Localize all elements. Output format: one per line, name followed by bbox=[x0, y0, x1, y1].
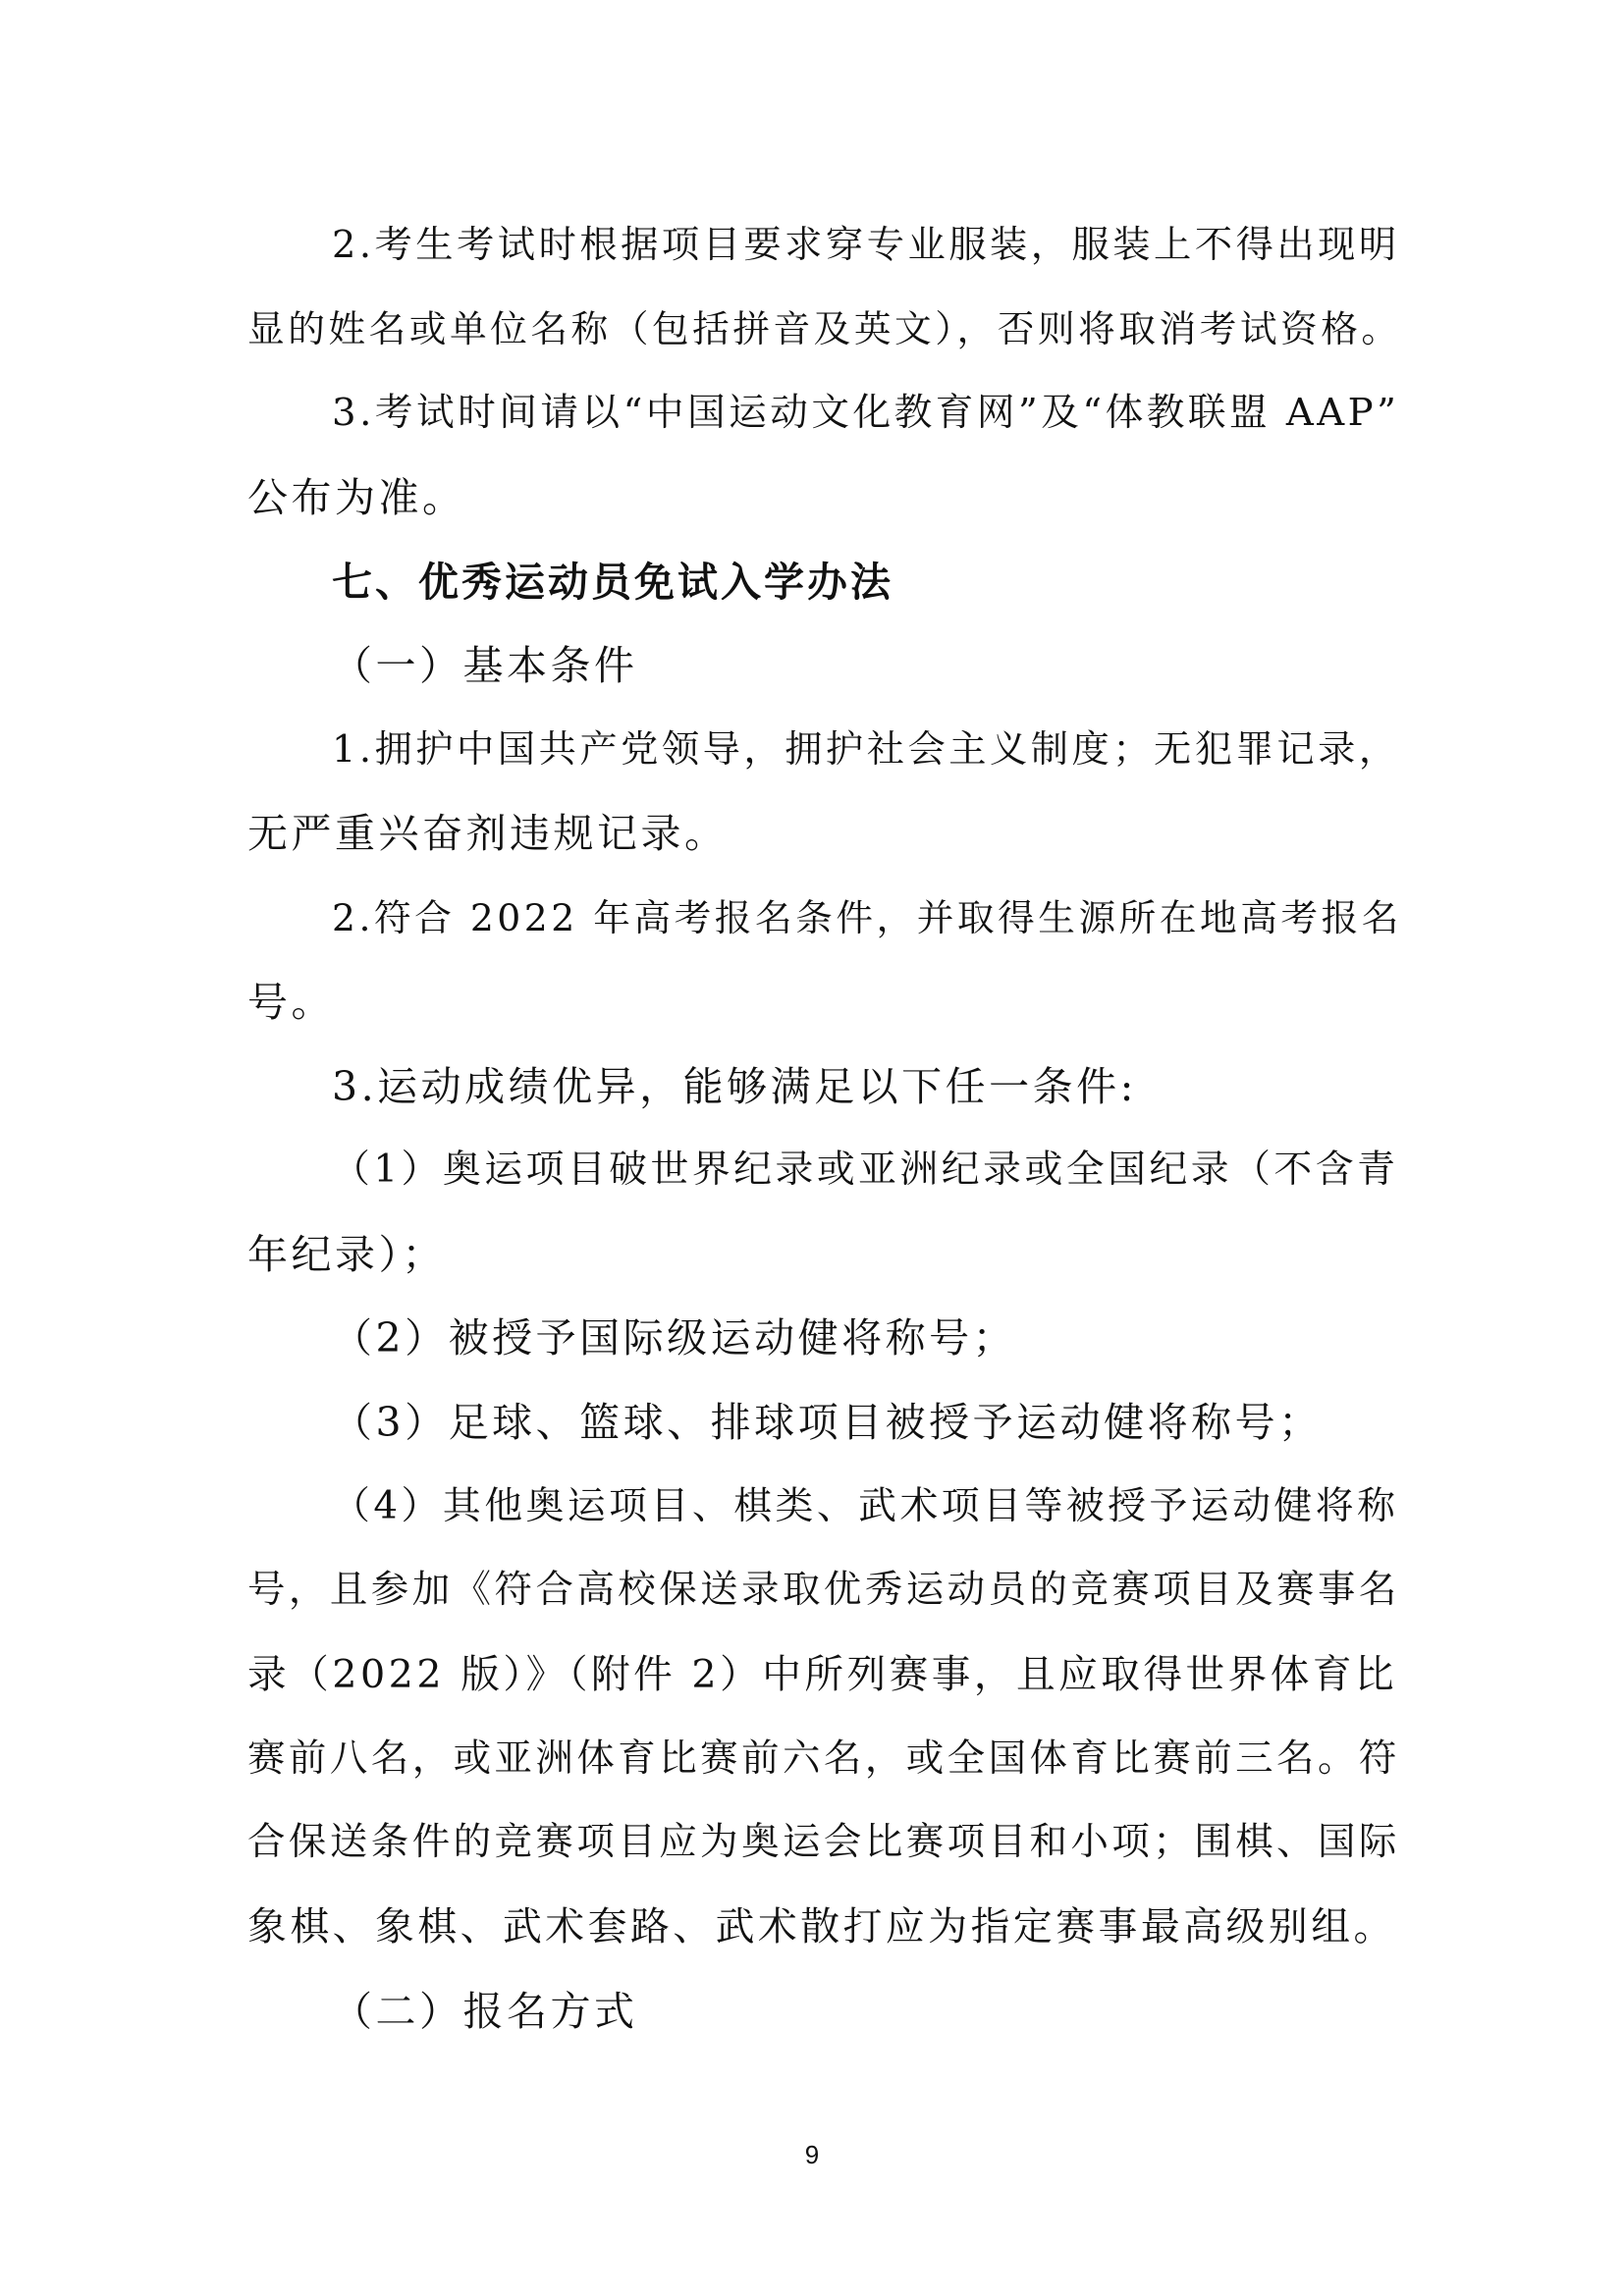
paragraph-line: 号。 bbox=[247, 979, 335, 1026]
section-heading: 七、优秀运动员免试入学办法 bbox=[332, 559, 893, 606]
subsection-heading: （二）报名方式 bbox=[332, 1988, 638, 2035]
paragraph-line: 2.考生考试时根据项目要求穿专业服装，服装上不得出现明 bbox=[332, 223, 1400, 267]
paragraph-line: 显的姓名或单位名称（包括拼音及英文），否则将取消考试资格。 bbox=[247, 307, 1402, 350]
paragraph-line: 号，且参加《符合高校保送录取优秀运动员的竞赛项目及赛事名 bbox=[247, 1568, 1400, 1612]
paragraph-line: 赛前八名，或亚洲体育比赛前六名，或全国体育比赛前三名。符 bbox=[247, 1736, 1400, 1781]
page-number: 9 bbox=[804, 2140, 820, 2169]
paragraph-line: 公布为准。 bbox=[247, 474, 466, 521]
paragraph-line: （1）奥运项目破世界纪录或亚洲纪录或全国纪录（不含青 bbox=[332, 1148, 1399, 1192]
paragraph-line: 无严重兴奋剂违规记录。 bbox=[247, 810, 729, 857]
paragraph-line: 合保送条件的竞赛项目应为奥运会比赛项目和小项；围棋、国际 bbox=[247, 1820, 1400, 1864]
paragraph-line: 录（2022 版）》（附件 2）中所列赛事，且应取得世界体育比 bbox=[247, 1652, 1398, 1697]
paragraph-line: 象棋、象棋、武术套路、武术散打应为指定赛事最高级别组。 bbox=[247, 1904, 1396, 1949]
subsection-heading: （一）基本条件 bbox=[332, 642, 638, 689]
paragraph-line: 2.符合 2022 年高考报名条件，并取得生源所在地高考报名 bbox=[332, 896, 1402, 939]
paragraph-line: 1.拥护中国共产党领导，拥护社会主义制度；无犯罪记录， bbox=[332, 727, 1400, 772]
paragraph-line: （4）其他奥运项目、棋类、武术项目等被授予运动健将称 bbox=[332, 1484, 1399, 1528]
paragraph-line: （3）足球、篮球、排球项目被授予运动健将称号； bbox=[332, 1399, 1323, 1446]
paragraph-line: （2）被授予国际级运动健将称号； bbox=[332, 1314, 1017, 1362]
paragraph-line: 年纪录）； bbox=[247, 1231, 446, 1278]
paragraph-line: 3.运动成绩优异，能够满足以下任一条件: bbox=[332, 1063, 1137, 1110]
paragraph-line: 3.考试时间请以“中国运动文化教育网”及“体教联盟 AAP” bbox=[332, 391, 1400, 435]
